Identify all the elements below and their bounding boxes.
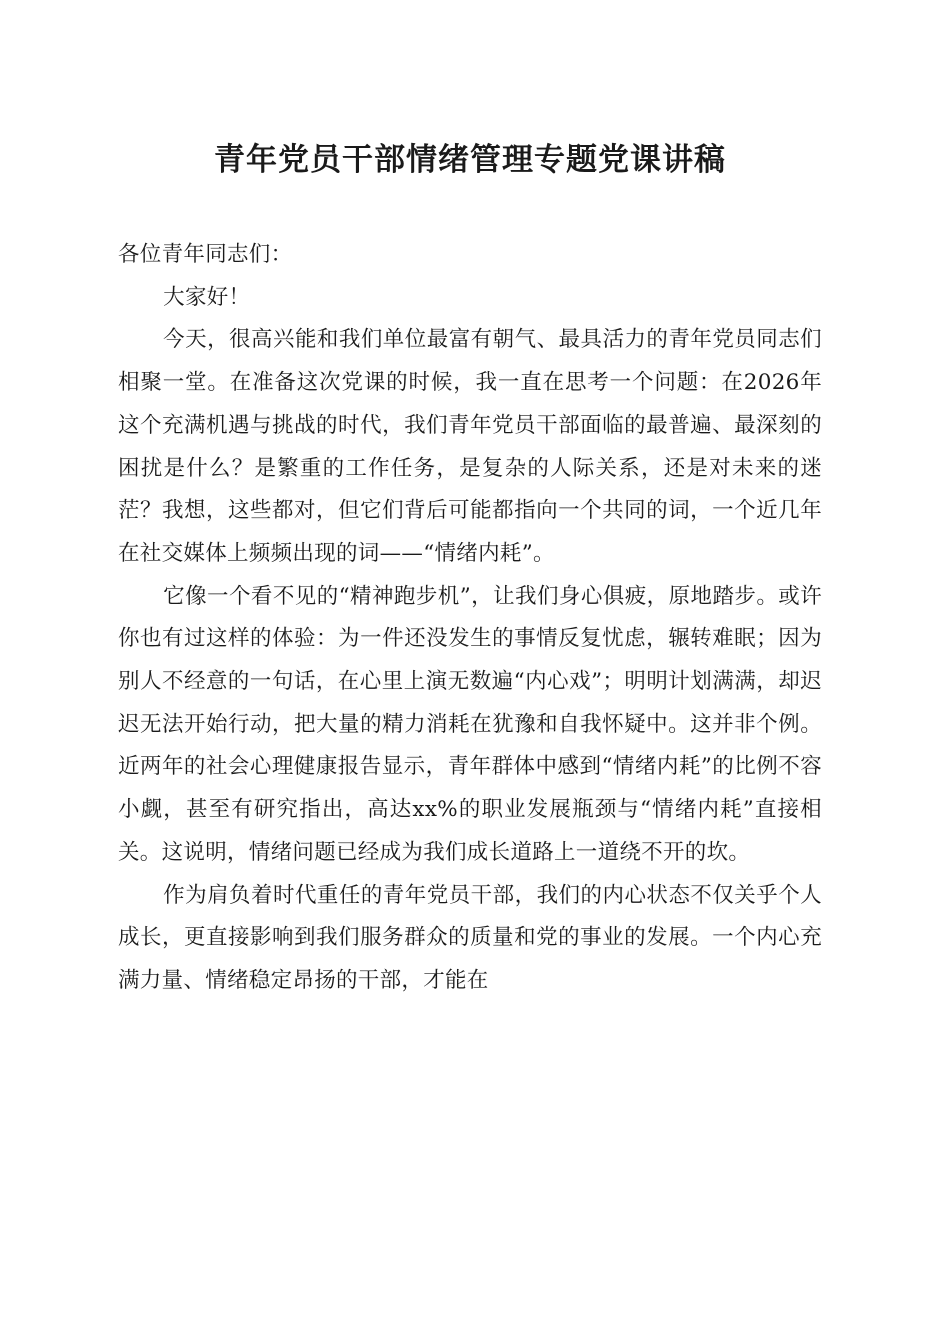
document-title: 青年党员干部情绪管理专题党课讲稿 — [214, 142, 726, 178]
paragraph-internal-friction: 它像一个看不见的“精神跑步机”，让我们身心俱疲，原地踏步。或许你也有过这样的体验：为一件还没发生的事情反复忧虑，辗转难眠；因为别人不经意的一句话，在心里上演无数遍“内心戏”；明明计划满满，却迟迟无法开始行动，把大量的精力消耗在犹豫和自我怀疑中。这并非个例。近两年的社会心理健康报告显示，青年群体中感到“情绪内耗”的比例不容小觑，甚至有研究指出，高达xx%的职业发展瓶颈与“情绪内耗”直接相关。这说明，情绪问题已经成为我们成长道路上一道绕不开的坎。 — [118, 583, 822, 865]
paragraph-responsibility: 作为肩负着时代重任的青年党员干部，我们的内心状态不仅关乎个人成长，更直接影响到我们服务群众的质量和党的事业的发展。一个内心充满力量、情绪稳定昂扬的干部，才能在 — [118, 882, 822, 993]
paragraph-greeting: 大家好！ — [163, 284, 251, 310]
paragraph-intro: 今天，很高兴能和我们单位最富有朝气、最具活力的青年党员同志们相聚一堂。在准备这次党课的时候，我一直在思考一个问题：在2026年这个充满机遇与挑战的时代，我们青年党员干部面临的最普遍、最深刻的困扰是什么？是繁重的工作任务，是复杂的人际关系，还是对未来的迷茫？我想，这些都对，但它们背后可能都指向一个共同的词，一个近几年在社交媒体上频频出现的词——“情绪内耗”。 — [118, 327, 822, 566]
salutation: 各位青年同志们： — [118, 242, 293, 267]
document-body — [118, 234, 822, 1003]
